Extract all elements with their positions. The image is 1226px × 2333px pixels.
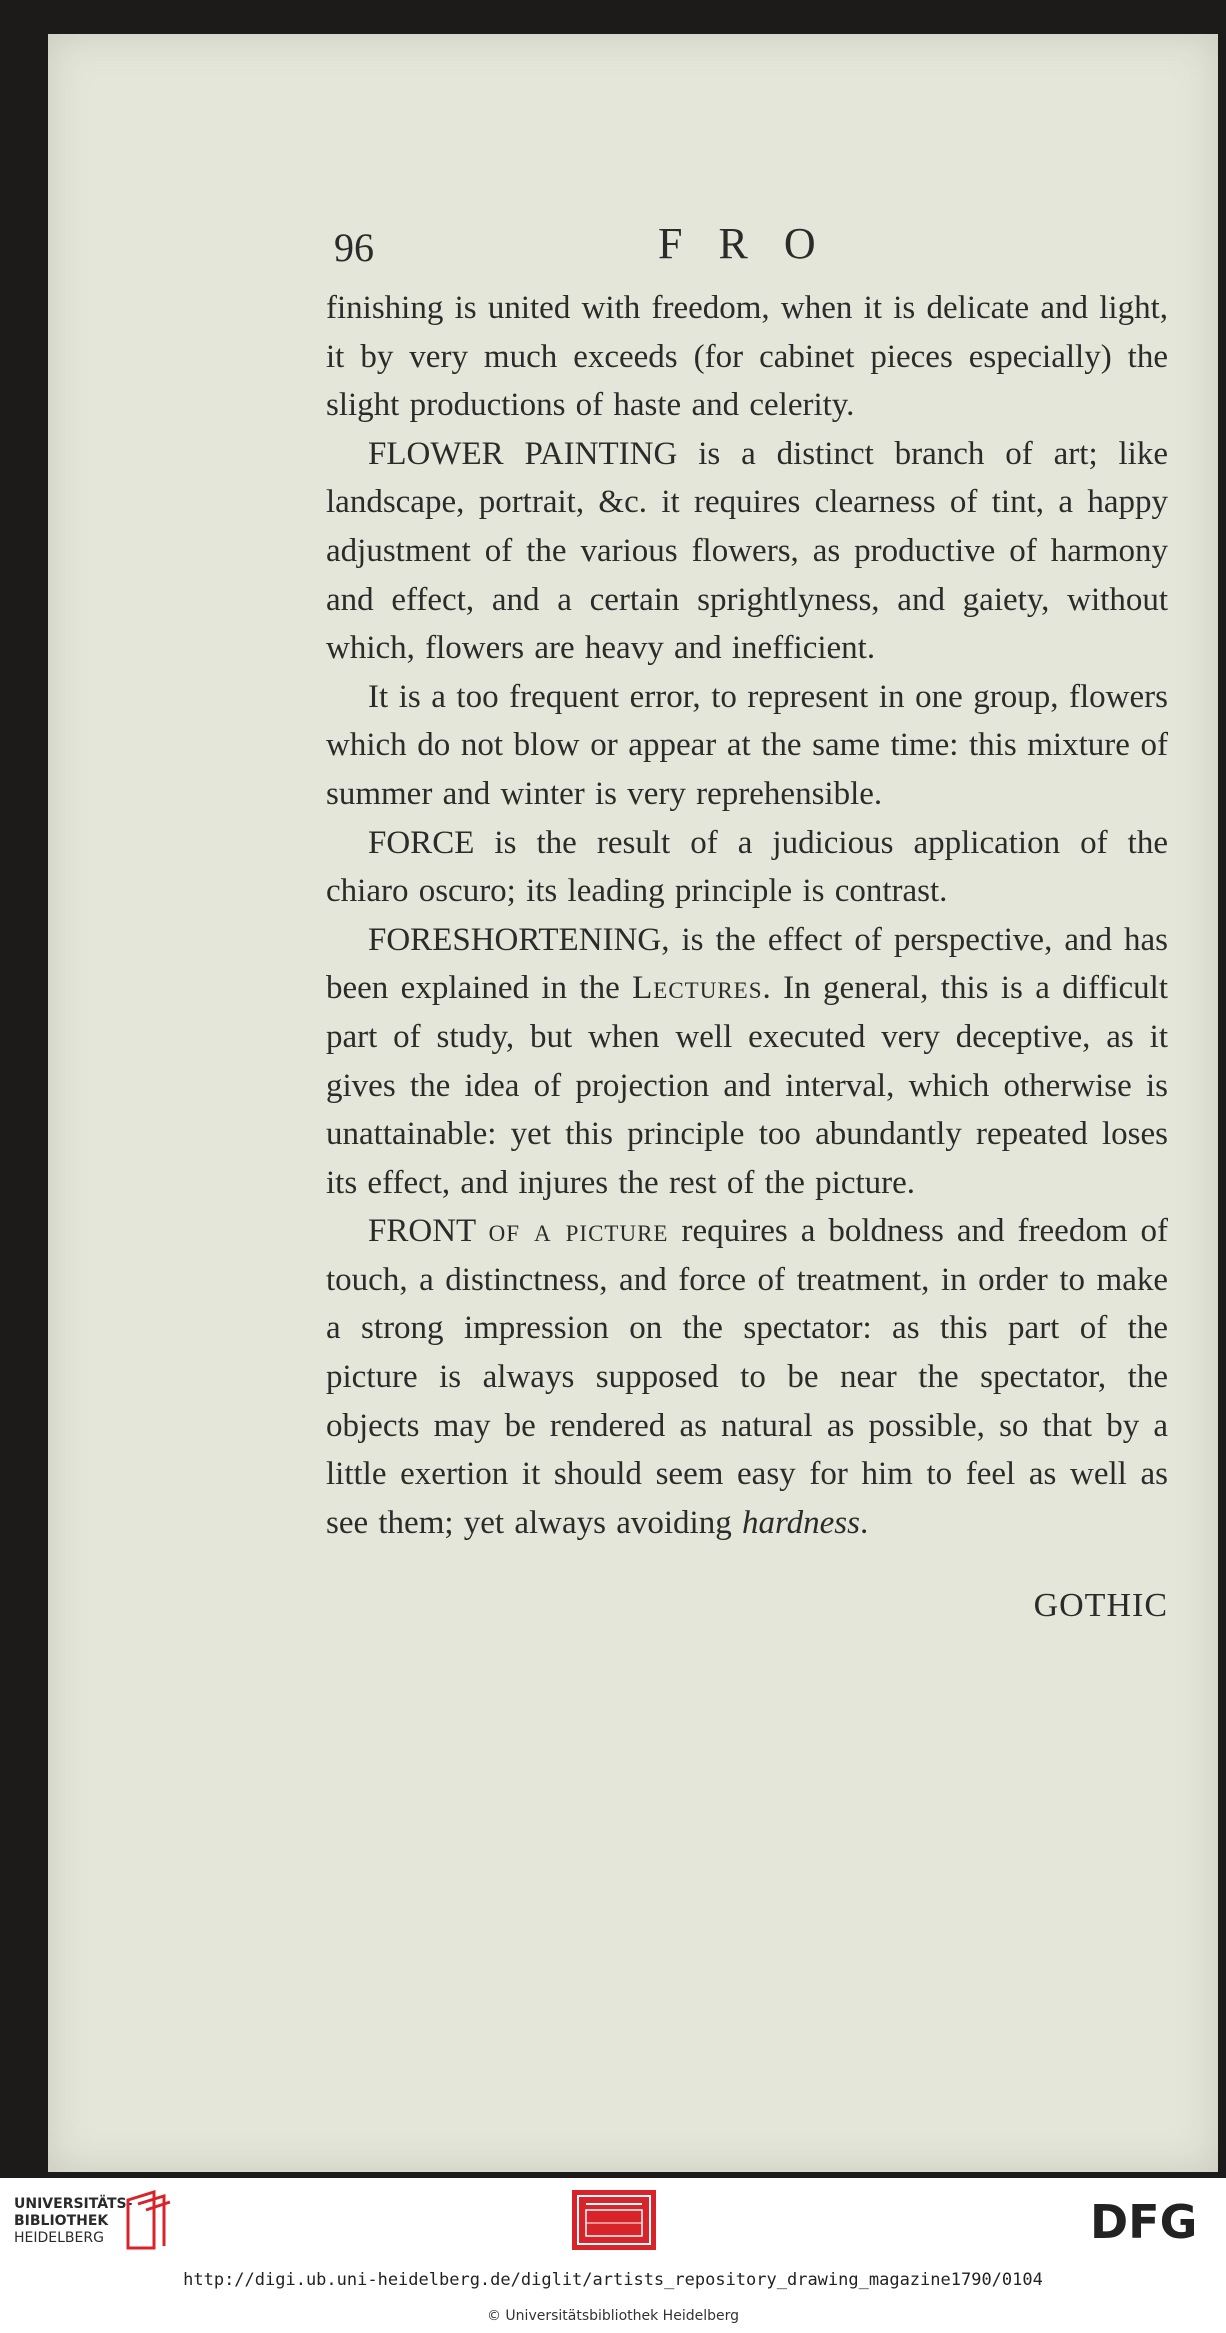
paragraph: [278, 916, 1178, 1208]
book-page: [48, 34, 1218, 2172]
library-line: UNIVERSITÄTS-: [14, 2196, 133, 2212]
text-run: hardness: [741, 1504, 860, 1541]
library-name[interactable]: [14, 2196, 133, 2247]
text-run: It is a too frequent error, to represent in one group, flowers which do not blow or appear at the same time: this mixture of summer and winter is very reprehensible.: [326, 678, 1168, 812]
page-number: 96: [334, 225, 374, 270]
text-run: . In general, this is a difficult part of study, but when well executed very deceptive, as it gives the idea of projection and interval, which otherwise is unattainable: yet this principle too abundantly repeated loses its effect, and injures the rest of the picture.: [326, 970, 1168, 1201]
text-run: .: [859, 1504, 869, 1541]
catchword: GOTHIC: [1033, 1587, 1168, 1625]
paragraph: [278, 284, 1178, 430]
text-run: FORESHORTENING: [368, 921, 662, 958]
text-run: of a picture: [488, 1213, 669, 1250]
paragraph: [278, 819, 1178, 916]
library-line: BIBLIOTHEK: [14, 2213, 109, 2229]
page-header: [278, 184, 1178, 284]
center-logo-icon[interactable]: [572, 2190, 656, 2250]
dfg-text: DFG: [1090, 2195, 1198, 2246]
text-run: FRONT: [368, 1213, 489, 1250]
text-run: Lectures: [632, 970, 763, 1007]
text-run: FLOWER PAINTING: [368, 435, 678, 472]
text-run: requires a boldness and freedom of touch, a distinctness, and force of treatment, in order to make a strong impression on the spectator: as this part of the picture is always supposed to be near the spectator, the objects may be rendered as natural as possible, so that by a little exertion it should seem easy for him to feel as well as see them; yet always avoiding: [326, 1213, 1168, 1541]
text-run: finishing is united with freedom, when it is delicate and light, it by very much exceeds (for cabinet pieces especially) the slight productions of haste and celerity.: [326, 290, 1168, 424]
permalink-url[interactable]: http://digi.ub.uni-heidelberg.de/diglit/artists_repository_drawing_magazine1790/0104: [183, 2270, 1043, 2290]
text-run: FORCE: [368, 824, 475, 861]
paragraph: [278, 673, 1178, 819]
paragraph: [278, 1207, 1178, 1547]
body-text: [278, 284, 1178, 1547]
dfg-logo-icon[interactable]: [1090, 2192, 1212, 2246]
footer: [0, 2178, 1226, 2333]
text-run: , is the effect of perspective, and has been explained in the: [326, 921, 1168, 1007]
running-head: FRO: [658, 219, 852, 268]
text-run: is the result of a judicious application of the chiaro oscuro; its leading principle is contrast.: [326, 824, 1168, 910]
library-logo-icon[interactable]: [124, 2190, 172, 2252]
paragraph: [278, 430, 1178, 673]
copyright-notice: © Universitätsbibliothek Heidelberg: [486, 2308, 739, 2324]
library-line: HEIDELBERG: [14, 2230, 104, 2246]
text-block: [278, 184, 1178, 1625]
text-run: is a distinct branch of art; like landscape, portrait, &c. it requires clearness of tint, a happy adjustment of the various flowers, as productive of harmony and effect, and a certain sprightlyness, and gaiety, without which, flowers are heavy and inefficient.: [326, 435, 1168, 667]
